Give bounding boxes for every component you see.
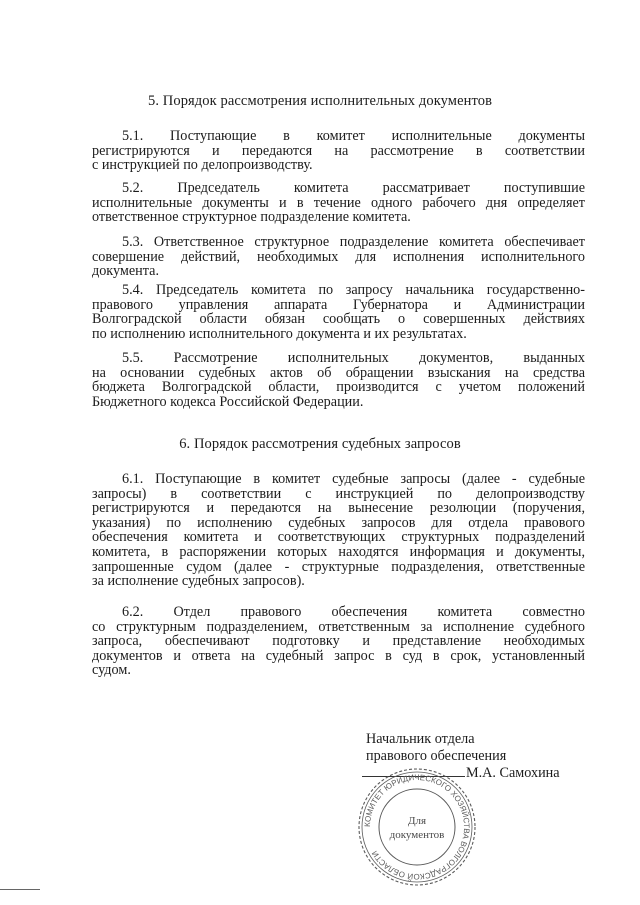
paragraph-5-1: [92, 129, 585, 173]
paragraph-line: запросы) в соответствии с инструкцией по делопроизводству: [92, 485, 585, 502]
section-6-heading: 6. Порядок рассмотрения судебных запросов: [179, 436, 461, 452]
signature-title-line1: Начальник отдела: [366, 731, 475, 747]
signature-title-line2: правового обеспечения: [366, 748, 507, 764]
paragraph-line: указания) по исполнению судебных запросов для отдела правового: [92, 514, 585, 531]
paragraph-line: с инструкцией по делопроизводству.: [92, 157, 313, 174]
scan-edge-mark: [0, 889, 40, 890]
paragraph-line: обеспечения комитета и соответствующих структурных подразделений: [92, 529, 585, 546]
paragraph-5-3: [92, 235, 585, 279]
paragraph-line: со структурным подразделением, ответственным за исполнение судебного: [92, 618, 585, 635]
stamp-outer-ring: [359, 769, 475, 885]
paragraph-line: судом.: [92, 662, 131, 679]
paragraph-line: совершение действий, необходимых для исполнения исполнительного: [92, 248, 585, 265]
paragraph-line: документов и ответа на судебный запрос в суд в срок, установленный: [92, 647, 585, 664]
paragraph-line: за исполнение судебных запросов).: [92, 573, 305, 590]
paragraph-6-1: [92, 472, 585, 589]
signatory-name: М.А. Самохина: [466, 765, 560, 781]
paragraph-line: по исполнению исполнительного документа и их результатах.: [92, 325, 467, 342]
stamp-center-line1: Для: [407, 815, 427, 827]
paragraph-line: Бюджетного кодекса Российской Федерации.: [92, 393, 364, 410]
paragraph-line: на основании судебных актов об обращении взыскания на средства: [92, 364, 585, 381]
paragraph-5-5: [92, 351, 585, 409]
stamp-ring-text: КОМИТЕТ ЮРИДИЧЕСКОГО ХОЗЯЙСТВА ВОЛГОГРАДСКОЙ ОБЛАСТИ: [362, 772, 472, 882]
stamp-center-line2: документов: [389, 829, 445, 841]
paragraph-line: комитета, в распоряжении которых находятся информация и документы,: [92, 543, 585, 560]
paragraph-6-2: [92, 605, 585, 678]
paragraph-line: Волгоградской области обязан сообщать о совершенных действиях: [92, 311, 585, 328]
paragraph-line: 5.1. Поступающие в комитет исполнительные документы: [122, 128, 585, 144]
paragraph-line: запроса, обеспечивают подготовку и представление необходимых: [92, 633, 585, 650]
paragraph-line: 5.4. Председатель комитета по запросу начальника государственно-: [122, 282, 585, 298]
paragraph-5-4: [92, 283, 585, 341]
paragraph-line: 5.3. Ответственное структурное подразделение комитета обеспечивает: [122, 234, 585, 250]
paragraph-line: исполнительные документы и в течение одного рабочего дня определяет: [92, 194, 585, 211]
paragraph-line: 6.2. Отдел правового обеспечения комитета совместно: [122, 604, 585, 620]
paragraph-5-2: [92, 181, 585, 225]
paragraph-line: бюджета Волгоградской области, производится с учетом положений: [92, 379, 585, 396]
paragraph-line: ответственное структурное подразделение комитета.: [92, 209, 411, 226]
document-stamp: [356, 766, 478, 888]
paragraph-line: правового управления аппарата Губернатора и Администрации: [92, 296, 585, 313]
paragraph-line: документа.: [92, 263, 159, 280]
paragraph-line: регистрируются и передаются на рассмотрение в соответствии: [92, 142, 585, 159]
section-5-heading: 5. Порядок рассмотрения исполнительных документов: [147, 93, 493, 109]
paragraph-line: регистрируются и передаются на вынесение резолюции (поручения,: [92, 500, 585, 517]
paragraph-line: запрошенные судом (далее - структурные подразделения, ответственные: [92, 558, 585, 575]
paragraph-line: 5.5. Рассмотрение исполнительных документов, выданных: [122, 350, 585, 366]
paragraph-line: 5.2. Председатель комитета рассматривает поступившие: [122, 180, 585, 196]
stamp-inner-ring: [379, 789, 455, 865]
paragraph-line: 6.1. Поступающие в комитет судебные запросы (далее - судебные: [122, 471, 585, 487]
